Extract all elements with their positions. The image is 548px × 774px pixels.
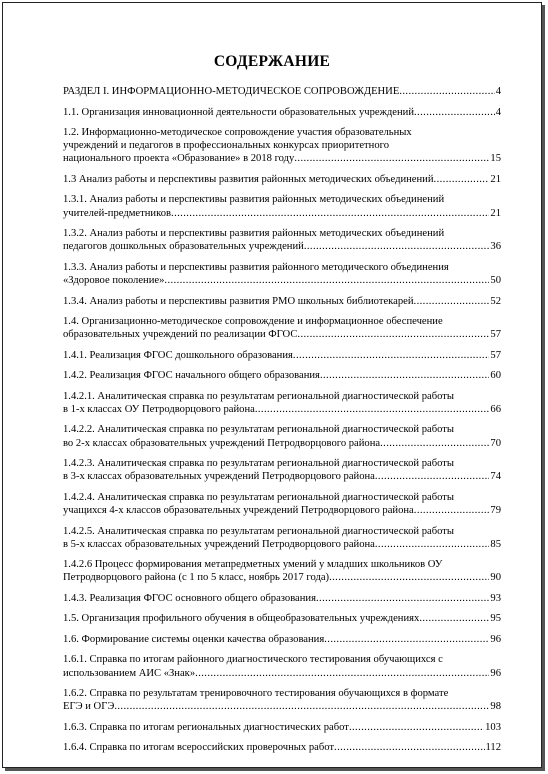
toc-entry-last-line <box>63 240 501 253</box>
dot-leader <box>419 612 489 625</box>
dot-leader <box>255 403 490 416</box>
toc-page-number: 96 <box>490 633 501 645</box>
toc-page-number: 4 <box>495 106 501 118</box>
toc-entry-text: в 5-х классах образовательных учреждений Петродворцового района <box>63 538 375 550</box>
toc-entry[interactable] <box>63 193 501 219</box>
toc-entry-text: 1.6.2. Справка по результатам тренировочного тестирования обучающихся в формате <box>63 688 449 700</box>
toc-entry-text: 1.3.1. Анализ работы и перспективы развития районных методических объединений <box>63 194 445 206</box>
toc-entry-text: 1.6.3. Справка по итогам региональных диагностических работ <box>63 721 349 733</box>
toc-entry[interactable] <box>63 721 501 734</box>
toc-entry-text: 1.4.2.4. Аналитическая справка по результатам региональной диагностической работы <box>63 491 454 503</box>
toc-page-number: 57 <box>490 349 501 361</box>
dot-leader <box>320 369 489 382</box>
toc-entry-text: 1.4.1. Реализация ФГОС дошкольного образования <box>63 349 293 361</box>
toc-entry[interactable] <box>63 612 501 625</box>
toc-entry-last-line <box>63 295 501 308</box>
toc-entry-text: во 2-х классах образовательных учреждений Петродворцового района <box>63 437 381 449</box>
toc-entry-last-line <box>63 349 501 362</box>
toc-entry-last-line <box>63 571 501 584</box>
toc-entry-text: 1.3 Анализ работы и перспективы развития районных методических объединений <box>63 173 434 185</box>
toc-entry-text: ЕГЭ и ОГЭ <box>63 701 115 713</box>
dot-leader <box>399 85 494 98</box>
toc-page-number: 79 <box>490 505 501 517</box>
dot-leader <box>414 106 495 119</box>
toc-entry[interactable] <box>63 423 501 449</box>
dot-leader <box>375 470 490 483</box>
toc-entry-text: 1.4.2.1. Аналитическая справка по результатам региональной диагностической работы <box>63 390 454 402</box>
dot-leader <box>414 504 490 517</box>
dot-leader <box>349 721 484 734</box>
toc-entry-last-line <box>63 328 501 341</box>
toc-entry-last-line <box>63 470 501 483</box>
toc-entry-last-line <box>63 369 501 382</box>
toc-entry[interactable] <box>63 390 501 416</box>
toc-entry[interactable] <box>63 315 501 341</box>
toc-entry[interactable] <box>63 457 501 483</box>
toc-entry-last-line <box>63 437 501 450</box>
toc-entry-text: образовательных учреждений по реализации ФГОС <box>63 329 298 341</box>
toc-page-number: 36 <box>490 241 501 253</box>
toc-entry-text: 1.2. Информационно-методическое сопровождение участия образовательных <box>63 127 412 138</box>
toc-entry[interactable] <box>63 227 501 253</box>
toc-entry-last-line <box>63 667 501 680</box>
toc-entry[interactable] <box>63 106 501 119</box>
toc-entry[interactable] <box>63 633 501 646</box>
dot-leader <box>329 571 489 584</box>
dot-leader <box>380 437 489 450</box>
toc-entry-text: 1.1. Организация инновационной деятельности образовательных учреждений <box>63 106 414 118</box>
toc-entry-text: учащихся 4-х классов образовательных учреждений Петродворцового района <box>63 505 414 517</box>
toc-entry-text: 1.5. Организация профильного обучения в общеобразовательных учреждениях <box>63 613 420 625</box>
toc-entry[interactable] <box>63 491 501 517</box>
toc-entry-last-line <box>63 700 501 713</box>
toc-entry-text: 1.4. Организационно-методическое сопровождение и информационное обеспечение <box>63 316 443 328</box>
toc-entry-text: 1.4.2.6 Процесс формирования метапредметных умений у младших школьников ОУ <box>63 559 443 571</box>
toc-entry-last-line <box>63 592 501 605</box>
dot-leader <box>334 741 484 754</box>
toc-entry-text: учреждений и педагогов в профессиональных конкурсах приоритетного <box>63 140 390 152</box>
toc-entry-text: 1.6.1. Справка по итогам районного диагностического тестирования обучающихся с <box>63 654 443 666</box>
toc-page-number: 57 <box>490 329 501 341</box>
document-page <box>2 2 542 768</box>
toc-page-number: 60 <box>490 370 501 382</box>
dot-leader <box>293 349 490 362</box>
toc-entry-last-line <box>63 152 501 165</box>
toc-entry-text: педагогов дошкольных образовательных учреждений <box>63 241 304 253</box>
toc-page-number: 52 <box>490 295 501 307</box>
dot-leader <box>114 700 489 713</box>
toc-page-number: 66 <box>490 403 501 415</box>
toc-page-number: 15 <box>490 153 501 165</box>
toc-entry[interactable] <box>63 369 501 382</box>
toc-page-number: 21 <box>490 173 501 185</box>
toc-entry-text: Петродворцового района (с 1 по 5 класс, ноябрь 2017 года) <box>63 572 330 584</box>
toc-entry[interactable] <box>63 349 501 362</box>
toc-entry-text: РАЗДЕЛ I. ИНФОРМАЦИОННО-МЕТОДИЧЕСКОЕ СОПРОВОЖДЕНИЕ <box>63 86 400 97</box>
toc-page-number: 21 <box>490 207 501 219</box>
toc-entry-text: в 1-х классах ОУ Петродворцового района <box>63 403 255 415</box>
toc-entry-last-line <box>63 538 501 551</box>
toc-entry-last-line <box>63 504 501 517</box>
toc-entry-text: 1.4.3. Реализация ФГОС основного общего образования <box>63 592 316 604</box>
toc-entry-text: в 3-х классах образовательных учреждений Петродворцового района <box>63 471 375 483</box>
toc-entry-last-line <box>63 721 501 734</box>
toc-page-number: 93 <box>490 592 501 604</box>
table-of-contents <box>63 85 501 762</box>
page-title: СОДЕРЖАНИЕ <box>213 53 331 70</box>
dot-leader <box>171 207 489 220</box>
dot-leader <box>316 592 489 605</box>
toc-page-number: 50 <box>490 275 501 287</box>
toc-page-number: 112 <box>485 742 501 754</box>
toc-entry-text: 1.4.2.2. Аналитическая справка по результатам региональной диагностической работы <box>63 424 454 436</box>
dot-leader <box>294 152 489 165</box>
toc-entry-text: 1.3.3. Анализ работы и перспективы развития районного методического объединения <box>63 261 449 273</box>
toc-entry-text: 1.4.2.3. Аналитическая справка по результатам региональной диагностической работы <box>63 458 454 470</box>
toc-entry-text: национального проекта «Образование» в 2018 году <box>63 153 295 165</box>
toc-page-number: 98 <box>490 701 501 713</box>
toc-entry[interactable] <box>63 592 501 605</box>
toc-page-number: 85 <box>490 538 501 550</box>
toc-page-number: 74 <box>490 471 501 483</box>
toc-entry-text: 1.6.4. Справка по итогам всероссийских проверочных работ <box>63 742 335 754</box>
dot-leader <box>297 328 489 341</box>
toc-entry-text: использованием АИС «Знак» <box>63 667 196 679</box>
dot-leader <box>304 240 490 253</box>
toc-entry[interactable] <box>63 525 501 551</box>
toc-entry[interactable] <box>63 558 501 584</box>
toc-entry-last-line <box>63 741 501 754</box>
toc-entry-text: 1.4.2.5. Аналитическая справка по результатам региональной диагностической работы <box>63 525 454 537</box>
toc-entry[interactable] <box>63 653 501 679</box>
toc-entry-text: 1.3.4. Анализ работы и перспективы развития РМО школьных библиотекарей <box>63 295 414 307</box>
toc-entry[interactable] <box>63 687 501 713</box>
toc-entry[interactable] <box>63 126 501 166</box>
toc-entry[interactable] <box>63 173 501 186</box>
toc-entry-last-line <box>63 403 501 416</box>
toc-page-number: 95 <box>490 613 501 625</box>
toc-entry-text: 1.6. Формирование системы оценки качества образования <box>63 633 325 645</box>
toc-entry-last-line <box>63 633 501 646</box>
dot-leader <box>375 538 490 551</box>
toc-page-number: 103 <box>485 721 501 733</box>
toc-entry-last-line <box>63 85 501 98</box>
toc-entry[interactable] <box>63 741 501 754</box>
toc-entry[interactable] <box>63 295 501 308</box>
dot-leader <box>164 274 489 287</box>
toc-entry-text: 1.4.2. Реализация ФГОС начального общего образования <box>63 370 320 382</box>
dot-leader <box>324 633 489 646</box>
toc-page-number: 4 <box>495 86 501 97</box>
dot-leader <box>434 173 490 186</box>
toc-entry-last-line <box>63 274 501 287</box>
toc-entry-last-line <box>63 207 501 220</box>
toc-entry[interactable] <box>63 261 501 287</box>
toc-page-number: 96 <box>490 667 501 679</box>
toc-page-number: 90 <box>490 572 501 584</box>
toc-entry-text: учителей-предметников <box>63 207 172 219</box>
toc-entry-text: «Здоровое поколение» <box>63 275 165 287</box>
toc-page-number: 70 <box>490 437 501 449</box>
toc-entry-text: 1.3.2. Анализ работы и перспективы развития районных методических объединений <box>63 228 445 240</box>
toc-entry-last-line <box>63 173 501 186</box>
toc-entry-last-line <box>63 612 501 625</box>
dot-leader <box>414 295 490 308</box>
toc-entry[interactable] <box>63 85 501 98</box>
toc-entry-last-line <box>63 106 501 119</box>
dot-leader <box>195 667 489 680</box>
